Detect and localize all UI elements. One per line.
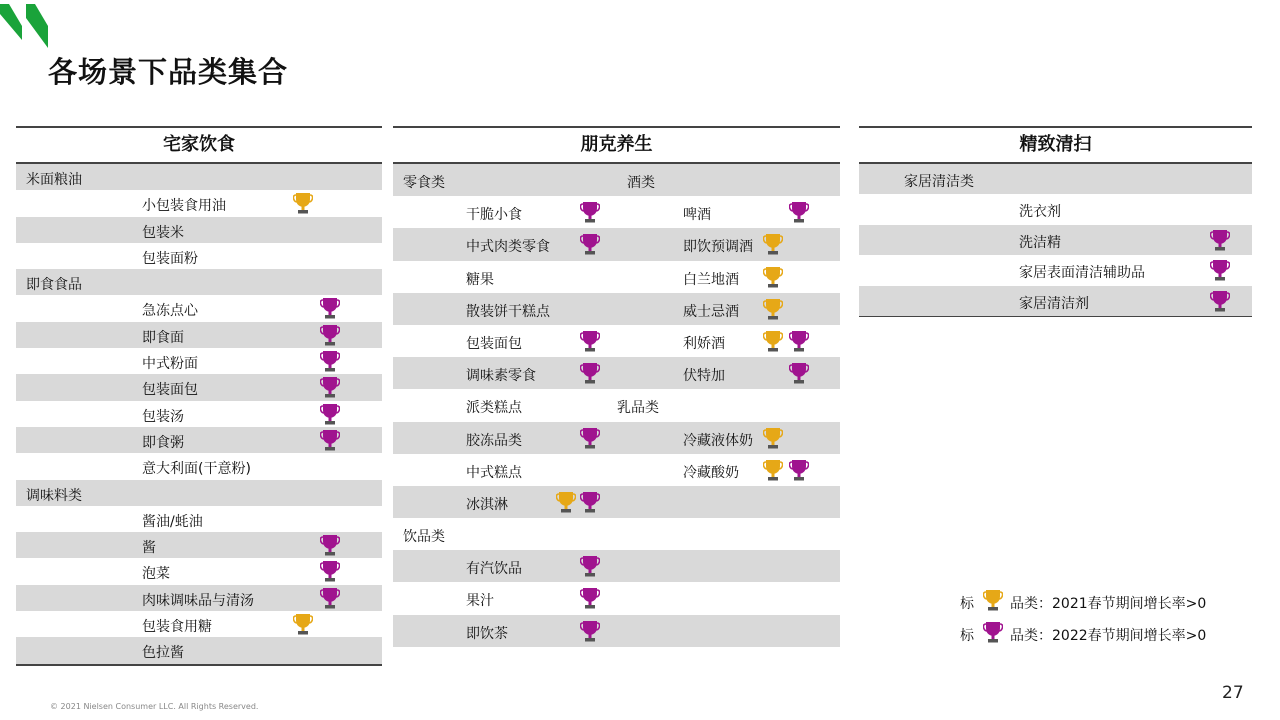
table-row: [16, 322, 382, 348]
trophy-icon-purple: [580, 200, 600, 224]
category-label: 包装面粉: [142, 250, 198, 267]
trophy-icon-gold: [763, 458, 783, 482]
trophy-icon-purple: [580, 619, 600, 643]
trophy-icon-gold: [556, 490, 576, 514]
category-label: 包装面包: [466, 335, 522, 352]
legend-text: 品类：2021春节期间增长率>0: [1010, 596, 1207, 612]
trophy-icon-purple: [320, 349, 340, 373]
trophy-icon-gold: [293, 612, 313, 636]
section-refined-cleaning: [859, 126, 1252, 317]
table-row: [393, 196, 840, 228]
group-header-row: [16, 269, 382, 295]
group-label: 酒类: [627, 175, 655, 191]
trophy-icon-purple: [789, 458, 809, 482]
table-row: [859, 194, 1252, 224]
category-label: 果汁: [466, 593, 494, 610]
trophy-icon-purple: [1210, 258, 1230, 282]
group-label: 米面粮油: [26, 172, 82, 188]
category-label: 包装面包: [142, 382, 198, 399]
logo-stripe-left: [0, 4, 22, 40]
trophy-icon-purple: [320, 559, 340, 583]
table-row: [16, 374, 382, 400]
trophy-icon-purple: [983, 620, 1003, 644]
category-label: 泡菜: [142, 566, 170, 583]
category-label: 家居表面清洁辅助品: [1019, 265, 1145, 282]
table-row: [393, 422, 840, 454]
trophy-icon-gold: [763, 265, 783, 289]
category-label: 胶冻品类: [466, 432, 522, 449]
trophy-icon-purple: [580, 426, 600, 450]
category-list: [393, 164, 840, 647]
section-home-dining: [16, 126, 382, 666]
trophy-icon-gold: [763, 297, 783, 321]
table-row: [393, 582, 840, 614]
legend-text: 品类：2022春节期间增长率>0: [1010, 628, 1207, 644]
table-row: [393, 357, 840, 389]
section-punk-wellness: [393, 126, 840, 647]
table-row: [859, 255, 1252, 285]
trophy-icon-purple: [789, 329, 809, 353]
trophy-icon-purple: [1210, 289, 1230, 313]
legend-prefix: 标: [960, 596, 974, 612]
category-label: 包装汤: [142, 408, 184, 425]
category-label: 急冻点心: [142, 303, 198, 320]
table-row: [16, 558, 382, 584]
group-header-row: [16, 164, 382, 190]
page-number: 27: [1222, 683, 1244, 703]
table-row: [16, 401, 382, 427]
trophy-icon-purple: [580, 586, 600, 610]
category-label: 伏特加: [683, 368, 725, 385]
table-row: [393, 454, 840, 486]
legend-item-2021: [960, 588, 1260, 614]
category-label: 冷藏液体奶: [683, 432, 753, 449]
table-row: [393, 164, 840, 196]
section-heading: 朋克养生: [393, 126, 840, 164]
trophy-icon-purple: [320, 428, 340, 452]
table-row: [859, 225, 1252, 255]
category-label: 洗衣剂: [1019, 204, 1061, 221]
copyright-notice: © 2021 Nielsen Consumer LLC. All Rights Reserved.: [50, 702, 259, 711]
category-label: 即食面: [142, 329, 184, 346]
category-label: 中式糕点: [466, 464, 522, 481]
table-row: [16, 295, 382, 321]
category-label: 酱油/蚝油: [142, 513, 203, 530]
group-label: 饮品类: [403, 529, 445, 546]
category-label: 酱: [142, 540, 156, 557]
category-label: 家居清洁剂: [1019, 295, 1089, 312]
table-row: [393, 325, 840, 357]
table-row: [16, 348, 382, 374]
category-label: 小包装食用油: [142, 198, 226, 215]
table-bottom-rule: [859, 316, 1252, 317]
trophy-icon-gold: [293, 191, 313, 215]
trophy-icon-gold: [983, 588, 1003, 612]
table-row: [16, 637, 382, 663]
group-label: 零食类: [403, 175, 445, 191]
table-row: [16, 453, 382, 479]
trophy-icon-purple: [580, 361, 600, 385]
trophy-icon-purple: [789, 361, 809, 385]
table-bottom-rule: [16, 664, 382, 666]
table-row: [16, 506, 382, 532]
table-row: [393, 261, 840, 293]
trophy-icon-purple: [580, 232, 600, 256]
category-label: 意大利面(干意粉): [142, 461, 251, 478]
category-label: 中式粉面: [142, 356, 198, 373]
table-row: [393, 486, 840, 518]
trophy-icon-purple: [1210, 228, 1230, 252]
category-label: 调味素零食: [466, 368, 536, 385]
category-label: 啤酒: [683, 207, 711, 224]
table-row: [16, 243, 382, 269]
category-label: 即食粥: [142, 434, 184, 451]
category-label: 即饮预调酒: [683, 239, 753, 256]
trophy-icon-purple: [320, 296, 340, 320]
table-row: [393, 293, 840, 325]
section-heading: 精致清扫: [859, 126, 1252, 164]
table-row: [16, 585, 382, 611]
category-label: 散装饼干糕点: [466, 303, 550, 320]
category-label: 威士忌酒: [683, 303, 739, 320]
group-label: 即食食品: [26, 277, 82, 294]
category-label: 色拉酱: [142, 645, 184, 662]
table-row: [16, 532, 382, 558]
category-list: [16, 164, 382, 664]
trophy-icon-purple: [580, 329, 600, 353]
category-label: 肉味调味品与清汤: [142, 592, 254, 609]
category-label: 利娇酒: [683, 335, 725, 352]
category-label: 有汽饮品: [466, 561, 522, 578]
table-row: [859, 286, 1252, 316]
table-row: [393, 518, 840, 550]
group-label: 家居清洁类: [904, 174, 974, 190]
table-row: [16, 611, 382, 637]
legend-item-2022: [960, 620, 1260, 646]
page-title: 各场景下品类集合: [48, 55, 289, 89]
category-label: 派类糕点: [466, 400, 522, 417]
table-row: [16, 190, 382, 216]
group-header-row: [859, 164, 1252, 194]
category-label: 白兰地酒: [683, 271, 739, 288]
trophy-icon-purple: [580, 554, 600, 578]
group-label: 乳品类: [617, 400, 659, 417]
table-row: [393, 228, 840, 260]
trophy-icon-gold: [763, 329, 783, 353]
trophy-icon-gold: [763, 232, 783, 256]
trophy-icon-gold: [763, 426, 783, 450]
category-label: 洗洁精: [1019, 234, 1061, 251]
legend-prefix: 标: [960, 628, 974, 644]
category-label: 冷藏酸奶: [683, 464, 739, 481]
table-row: [393, 550, 840, 582]
category-label: 包装米: [142, 224, 184, 241]
trophy-icon-purple: [320, 402, 340, 426]
trophy-icon-purple: [320, 375, 340, 399]
category-list: [859, 164, 1252, 316]
category-label: 干脆小食: [466, 207, 522, 224]
category-label: 中式肉类零食: [466, 239, 550, 256]
group-header-row: [16, 480, 382, 506]
trophy-icon-purple: [580, 490, 600, 514]
table-row: [16, 427, 382, 453]
category-label: 即饮茶: [466, 625, 508, 642]
trophy-icon-purple: [320, 533, 340, 557]
table-row: [393, 389, 840, 421]
logo-stripe-right: [26, 4, 48, 48]
table-row: [16, 217, 382, 243]
category-label: 糖果: [466, 271, 494, 288]
trophy-icon-purple: [320, 586, 340, 610]
trophy-icon-purple: [320, 323, 340, 347]
category-label: 冰淇淋: [466, 496, 508, 513]
section-heading: 宅家饮食: [16, 126, 382, 164]
table-row: [393, 615, 840, 647]
group-label: 调味料类: [26, 487, 82, 504]
trophy-icon-purple: [789, 200, 809, 224]
category-label: 包装食用糖: [142, 619, 212, 636]
